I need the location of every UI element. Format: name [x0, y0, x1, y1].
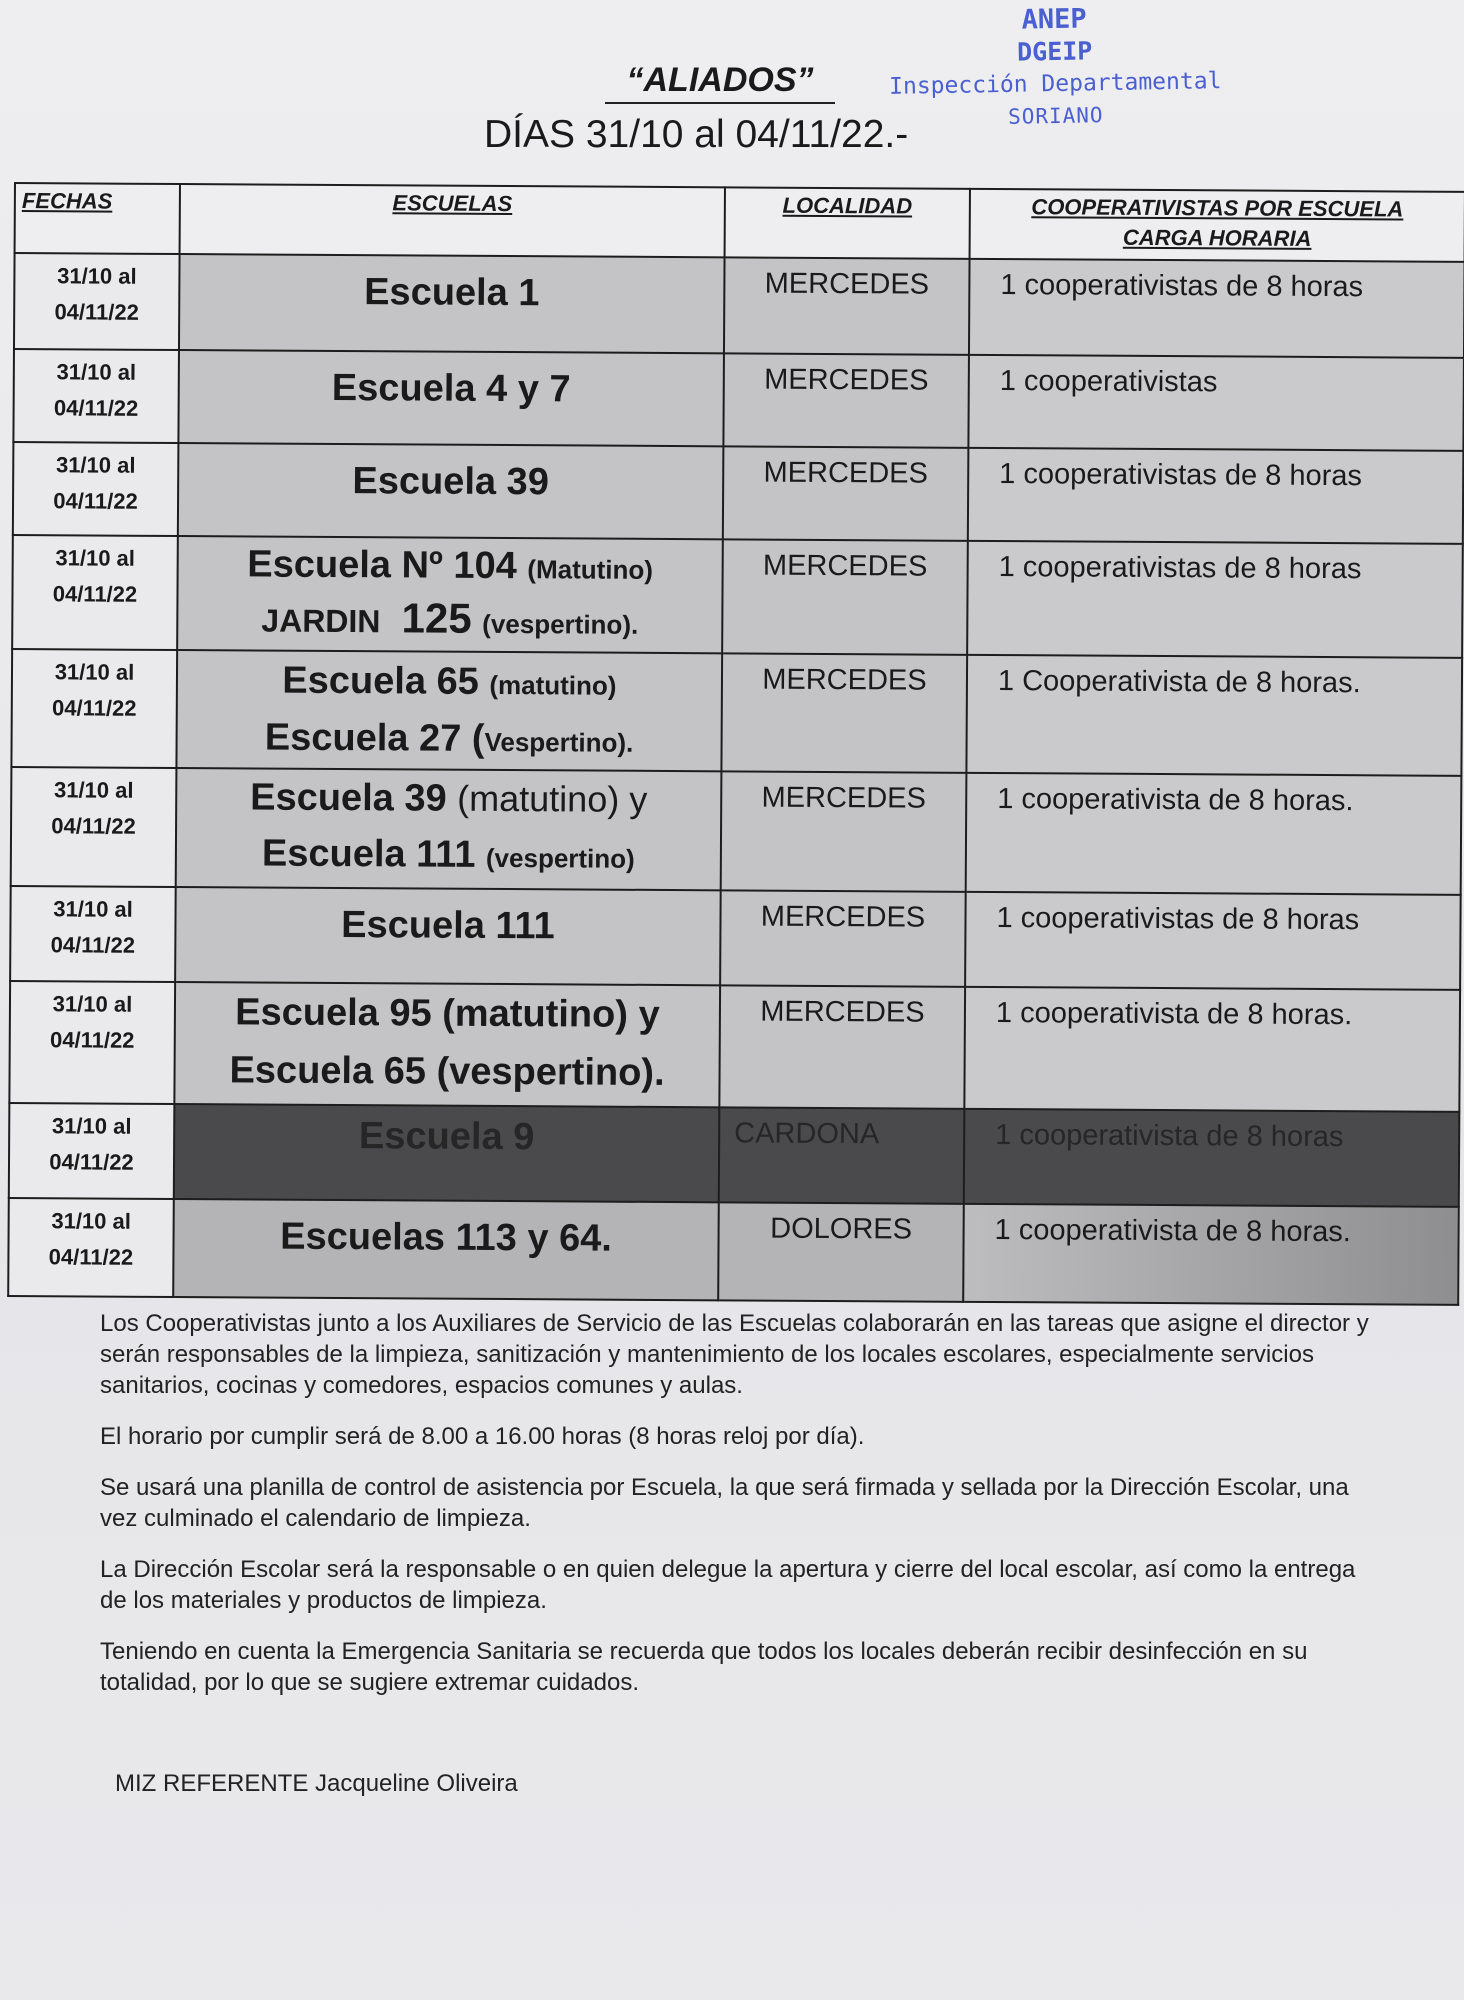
schedule-table	[7, 182, 1464, 1306]
school-line2-shift: (vespertino)	[485, 842, 635, 874]
date-end: 04/11/22	[53, 395, 139, 421]
date-cell	[11, 767, 177, 887]
note-paragraph: La Dirección Escolar será la responsable o en quien delegue la apertura y cierre del local escolar, así como la entrega de los materiales y productos de limpieza.	[100, 1556, 1356, 1614]
date-cell	[14, 253, 180, 350]
notes-section	[100, 1308, 1370, 1718]
date-end: 04/11/22	[50, 932, 136, 958]
date-end: 04/11/22	[52, 581, 138, 607]
date-end: 04/11/22	[49, 1149, 134, 1175]
coop-cell: 1 cooperativista de 8 horas.	[964, 987, 1460, 1112]
header-escuelas: ESCUELAS	[180, 184, 725, 257]
table-row	[13, 442, 1464, 544]
date-start: 31/10 al	[51, 1113, 132, 1139]
localidad-cell: MERCEDES	[721, 771, 967, 891]
school-line2-jardin: JARDIN	[261, 602, 381, 640]
date-end: 04/11/22	[54, 299, 140, 325]
coop-cell: 1 cooperativistas	[968, 355, 1464, 451]
date-start: 31/10 al	[52, 991, 133, 1017]
date-start: 31/10 al	[51, 1208, 131, 1234]
coop-cell: 1 Cooperativista de 8 horas.	[966, 655, 1462, 776]
stamp-line-soriano: SORIANO	[1007, 103, 1104, 129]
date-end: 04/11/22	[53, 488, 138, 514]
table-row	[9, 981, 1460, 1112]
date-cell	[13, 349, 179, 443]
note-paragraph: El horario por cumplir será de 8.00 a 16.00 horas (8 horas reloj por día).	[100, 1423, 865, 1450]
header-localidad: LOCALIDAD	[725, 187, 970, 258]
localidad-cell: MERCEDES	[719, 985, 965, 1108]
date-end: 04/11/22	[51, 695, 137, 721]
header-fechas: FECHAS	[15, 183, 180, 254]
header-coop-line2: CARGA HORARIA	[1122, 224, 1312, 251]
table-header-row	[15, 183, 1464, 262]
localidad-cell: CARDONA	[719, 1107, 965, 1203]
school-cell: Escuela 9	[174, 1104, 720, 1202]
localidad-cell: MERCEDES	[721, 653, 967, 772]
note-paragraph: Teniendo en cuenta la Emergencia Sanitaria se recuerda que todos los locales deberán recibir desinfección en su totalidad, por lo que se sugiere extremar cuidados.	[100, 1638, 1308, 1696]
localidad-cell: MERCEDES	[720, 890, 966, 986]
date-start: 31/10 al	[55, 545, 136, 571]
localidad-cell: DOLORES	[718, 1202, 964, 1301]
date-end: 04/11/22	[49, 1027, 135, 1053]
stamp-line-anep: ANEP	[1021, 3, 1087, 36]
school-line1: Escuela 95 (matutino) y	[235, 991, 660, 1036]
school-cell: Escuelas 113 y 64.	[173, 1199, 719, 1300]
coop-cell: 1 cooperativista de 8 horas.	[966, 773, 1462, 895]
school-line2-name: Escuela 111	[261, 832, 476, 876]
school-cell: Escuela 111	[175, 887, 721, 985]
school-line1-shift: (matutino)	[489, 669, 617, 701]
table-row	[11, 767, 1462, 895]
school-line1-name: Escuela 39	[250, 776, 447, 820]
localidad-cell: MERCEDES	[722, 539, 968, 654]
table-row	[11, 649, 1462, 776]
header-coop-line1: COOPERATIVISTAS POR ESCUELA	[1031, 194, 1404, 222]
school-line2: Escuela 65 (vespertino).	[229, 1049, 665, 1094]
coop-cell: 1 cooperativistas de 8 horas	[965, 892, 1461, 990]
coop-cell: 1 cooperativista de 8 horas.	[963, 1204, 1459, 1305]
date-start: 31/10 al	[56, 359, 137, 385]
school-cell	[177, 536, 723, 653]
table-row	[14, 253, 1464, 358]
school-cell	[174, 982, 720, 1107]
school-line2-number: 125	[401, 594, 472, 642]
date-end: 04/11/22	[48, 1244, 134, 1270]
date-cell	[9, 1103, 175, 1199]
date-cell	[10, 886, 176, 982]
date-cell	[8, 1198, 174, 1297]
school-line1-shift: (Matutino)	[527, 554, 654, 585]
coop-cell: 1 cooperativistas de 8 horas	[969, 259, 1464, 358]
table-row	[10, 886, 1461, 990]
table-row	[12, 535, 1463, 658]
school-cell: Escuela 39	[178, 443, 724, 539]
date-start: 31/10 al	[53, 777, 134, 803]
localidad-cell: MERCEDES	[723, 353, 969, 447]
coop-cell: 1 cooperativistas de 8 horas	[968, 448, 1464, 544]
coop-cell: 1 cooperativista de 8 horas	[964, 1109, 1460, 1207]
school-cell: Escuela 1	[179, 254, 725, 353]
school-cell	[176, 768, 722, 890]
note-paragraph: Se usará una planilla de control de asistencia por Escuela, la que será firmada y sellada por la Dirección Escolar, una vez culminado el calendario de limpieza.	[100, 1474, 1349, 1532]
school-cell	[176, 650, 722, 771]
school-line2-name: Escuela 27 (	[264, 716, 485, 760]
stamp-line-inspeccion: Inspección Departamental	[888, 68, 1222, 100]
localidad-cell: MERCEDES	[724, 257, 970, 354]
school-line1-name: Escuela 65	[282, 659, 479, 703]
date-cell	[13, 442, 179, 536]
date-cell	[9, 981, 175, 1104]
date-start: 31/10 al	[54, 659, 135, 685]
table-row	[13, 349, 1464, 451]
date-end: 04/11/22	[51, 813, 136, 839]
table-row	[9, 1103, 1460, 1207]
signature-line: MIZ REFERENTE Jacqueline Oliveira	[115, 1770, 518, 1797]
date-cell	[11, 649, 177, 768]
date-cell	[12, 535, 178, 650]
header-cooperativistas	[970, 189, 1464, 262]
school-line1-shift: (matutino) y	[457, 777, 648, 820]
localidad-cell: MERCEDES	[723, 446, 969, 540]
table-row	[8, 1198, 1459, 1305]
date-start: 31/10 al	[53, 896, 133, 922]
school-line2-shift: Vespertino).	[484, 726, 634, 758]
document-title: “ALIADOS”	[605, 60, 835, 104]
note-paragraph: Los Cooperativistas junto a los Auxiliares de Servicio de las Escuelas colaborarán en las tareas que asigne el director y serán responsables de la limpieza, sanitización y mantenimiento de los locales escolares, especialmente servicios sanitarios, cocinas y comedores, espacios comunes y aulas.	[100, 1310, 1369, 1399]
document-subtitle: DÍAS 31/10 al 04/11/22.-	[484, 113, 909, 156]
date-start: 31/10 al	[55, 452, 136, 478]
date-start: 31/10 al	[57, 263, 137, 289]
school-line2-shift: (vespertino).	[482, 608, 639, 640]
coop-cell: 1 cooperativistas de 8 horas	[967, 541, 1463, 658]
stamp-line-dgeip: DGEIP	[1016, 36, 1093, 67]
school-cell: Escuela 4 y 7	[178, 350, 724, 446]
anep-stamp	[879, 1, 1231, 135]
school-line1-name: Escuela Nº 104	[247, 543, 517, 588]
